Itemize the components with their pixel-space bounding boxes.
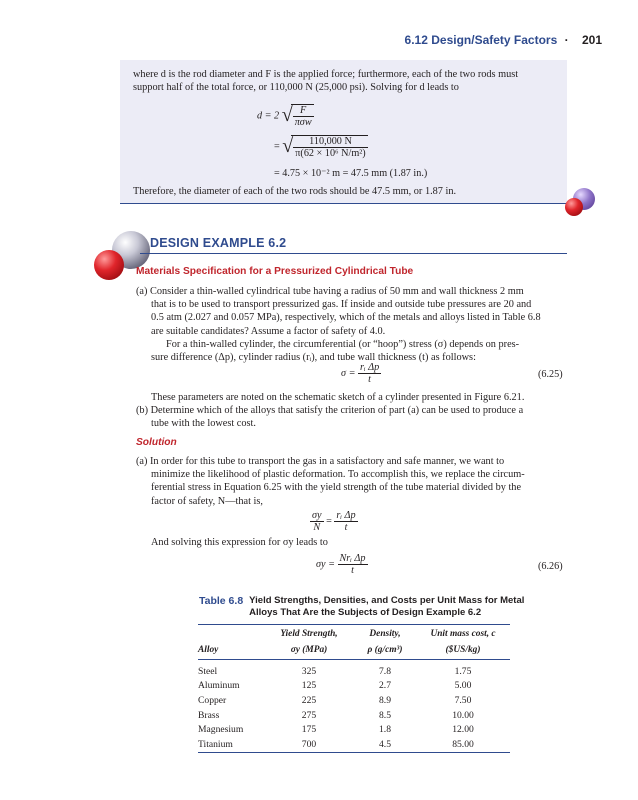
- header-separator: ·: [564, 33, 569, 47]
- part-a-line: 0.5 atm (2.027 and 0.057 MPa), respectively, which of the metals and alloys listed in Table 6.8: [151, 312, 541, 324]
- col-header-yield: Yield Strength,: [264, 625, 354, 643]
- design-example-title: DESIGN EXAMPLE 6.2: [150, 236, 287, 250]
- equation-d-numeric: = √ $\frac{110,000 N}{\text{π(62 × 10⁶ N/m²)}}$: [274, 134, 366, 159]
- cell-yield: 175: [301, 724, 317, 736]
- eq625-den: t: [368, 374, 372, 385]
- box-conclusion: Therefore, the diameter of each of the two rods should be 47.5 mm, or 1.87 in.: [133, 186, 457, 197]
- table-row: [198, 708, 510, 723]
- equation-6-26: [316, 553, 368, 576]
- solution-heading: Solution: [136, 437, 177, 448]
- equation-6-26-label: (6.26): [538, 561, 563, 572]
- alloy-table: [198, 624, 510, 753]
- cell-alloy: Steel: [198, 665, 218, 677]
- cell-yield: 225: [301, 694, 317, 706]
- col-header: [198, 625, 264, 643]
- solving-line: And solving this expression for σy leads to: [151, 537, 328, 548]
- part-b-line: tube with the lowest cost.: [151, 418, 256, 430]
- part-b-statement: [136, 391, 566, 431]
- cell-yield: 125: [301, 680, 317, 692]
- box-intro: [133, 68, 563, 94]
- col-header-density-units: ρ (g/cm³): [354, 643, 416, 660]
- eq626-lhs: σy =: [316, 558, 335, 570]
- part-a-line: are suitable candidates? Assume a factor of safety of 4.0.: [151, 325, 386, 337]
- table-caption-line2: Alloys That Are the Subjects of Design Example 6.2: [249, 607, 482, 618]
- decorative-red-ball: [94, 250, 124, 280]
- eq-d-numeric-num: 110,000 N: [293, 136, 367, 148]
- part-a-line: that is to be used to transport pressurized gas. If inside and outside tube pressures are 20 and: [151, 299, 532, 311]
- eqA-den-right: t: [344, 522, 348, 533]
- cell-density: 7.8: [379, 665, 391, 677]
- solution-a-line: factor of safety, N—that is,: [151, 495, 263, 507]
- box-intro-line2: support half of the total force, or 110,000 N (25,000 psi). Solving for d leads to: [133, 82, 459, 94]
- cell-alloy: Aluminum: [198, 680, 240, 692]
- page-header: [405, 33, 602, 47]
- table-row: [198, 693, 510, 708]
- example-box-rule: [120, 203, 580, 204]
- cell-cost: 85.00: [416, 737, 510, 752]
- cell-density: 8.5: [379, 709, 391, 721]
- equation-yield-ratio: [310, 510, 358, 533]
- cell-alloy: Copper: [198, 694, 227, 706]
- eq625-lhs: σ =: [341, 367, 356, 379]
- cell-yield: 325: [301, 665, 317, 677]
- cell-cost: 10.00: [452, 709, 474, 721]
- part-a-line: (a) Consider a thin-walled cylindrical tube having a radius of 50 mm and wall thickness 2 mm: [136, 286, 524, 297]
- design-example-subtitle: Materials Specification for a Pressurized Cylindrical Tube: [136, 266, 414, 277]
- table-caption: [199, 595, 559, 619]
- col-header-cost-units: ($US/kg): [416, 643, 510, 660]
- table-caption-line1: Yield Strengths, Densities, and Costs per Unit Mass for Metal: [249, 595, 525, 606]
- solution-a-line: ferential stress in Equation 6.25 with the yield strength of the tube material divided by the: [151, 482, 522, 494]
- hoop-stress-line: sure difference (Δp), cylinder radius (rᵢ), and tube wall thickness (t) as follows:: [151, 352, 476, 364]
- table-header-row: [198, 643, 510, 660]
- part-b-line: (b) Determine which of the alloys that satisfy the criterion of part (a) can be used to produce a: [136, 405, 524, 417]
- solution-a-line: minimize the likelihood of plastic deformation. To accomplish this, we replace the circum-: [151, 469, 525, 481]
- table-row: [198, 660, 510, 679]
- eq-d-num: F: [293, 105, 314, 117]
- cell-alloy: Brass: [198, 709, 220, 721]
- eqA-num-left: σy: [312, 510, 322, 521]
- solution-a-line: (a) In order for this tube to transport the gas in a satisfactory and safe manner, we want to: [136, 456, 505, 467]
- equation-6-25: [341, 362, 381, 385]
- eq-d-lhs: d = 2: [257, 110, 280, 122]
- cell-density: 4.5: [354, 737, 416, 752]
- table-label: Table 6.8: [199, 595, 244, 607]
- design-example-rule: [140, 253, 567, 254]
- eq-equals: =: [274, 141, 280, 153]
- col-header-alloy: Alloy: [198, 643, 264, 660]
- page-number: 201: [581, 33, 602, 47]
- eq625-num: rᵢ Δp: [360, 362, 380, 373]
- decorative-red-ball-small: [565, 198, 583, 216]
- eq-d-numeric-den: π(62 × 10⁶ N/m²): [295, 148, 366, 159]
- col-header-cost: Unit mass cost, c: [416, 625, 510, 643]
- col-header-yield-units: σy (MPa): [264, 643, 354, 660]
- table-row: [198, 737, 510, 752]
- eq626-den: t: [351, 565, 354, 576]
- equation-d-result: = 4.75 × 10⁻² m = 47.5 mm (1.87 in.): [274, 168, 428, 179]
- eqA-den-left: N: [313, 522, 321, 533]
- table-row: [198, 722, 510, 737]
- part-a-statement: [136, 285, 566, 364]
- cell-density: 8.9: [379, 694, 391, 706]
- cell-alloy: Magnesium: [198, 724, 244, 736]
- cell-yield: 700: [264, 737, 354, 752]
- cell-density: 1.8: [379, 724, 391, 736]
- cell-yield: 275: [301, 709, 317, 721]
- figure-note: These parameters are noted on the schematic sketch of a cylinder presented in Figure 6.21.: [151, 392, 525, 403]
- equation-d: d = 2 √ $\frac{F}{\text{πσw}}$: [257, 103, 312, 128]
- eq626-num: Nrᵢ Δp: [339, 553, 366, 564]
- cell-cost: 12.00: [452, 724, 474, 736]
- col-header-density: Density,: [354, 625, 416, 643]
- equation-6-25-label: (6.25): [538, 369, 563, 380]
- box-intro-line1: where d is the rod diameter and F is the applied force; furthermore, each of the two rods must: [133, 69, 519, 80]
- eqA-equals: =: [326, 515, 332, 527]
- cell-cost: 5.00: [454, 680, 472, 692]
- cell-cost: 7.50: [454, 694, 472, 706]
- solution-part-a: [136, 455, 566, 508]
- cell-density: 2.7: [379, 680, 391, 692]
- table-header-row: [198, 625, 510, 643]
- section-title: 6.12 Design/Safety Factors: [404, 33, 558, 47]
- cell-alloy: Titanium: [198, 737, 264, 752]
- eqA-num-right: rᵢ Δp: [336, 510, 356, 521]
- cell-cost: 1.75: [454, 665, 472, 677]
- hoop-stress-line: For a thin-walled cylinder, the circumferential (or “hoop”) stress (σ) depends on pres-: [166, 338, 520, 350]
- eq-d-den: πσw: [294, 117, 312, 128]
- table-row: [198, 679, 510, 694]
